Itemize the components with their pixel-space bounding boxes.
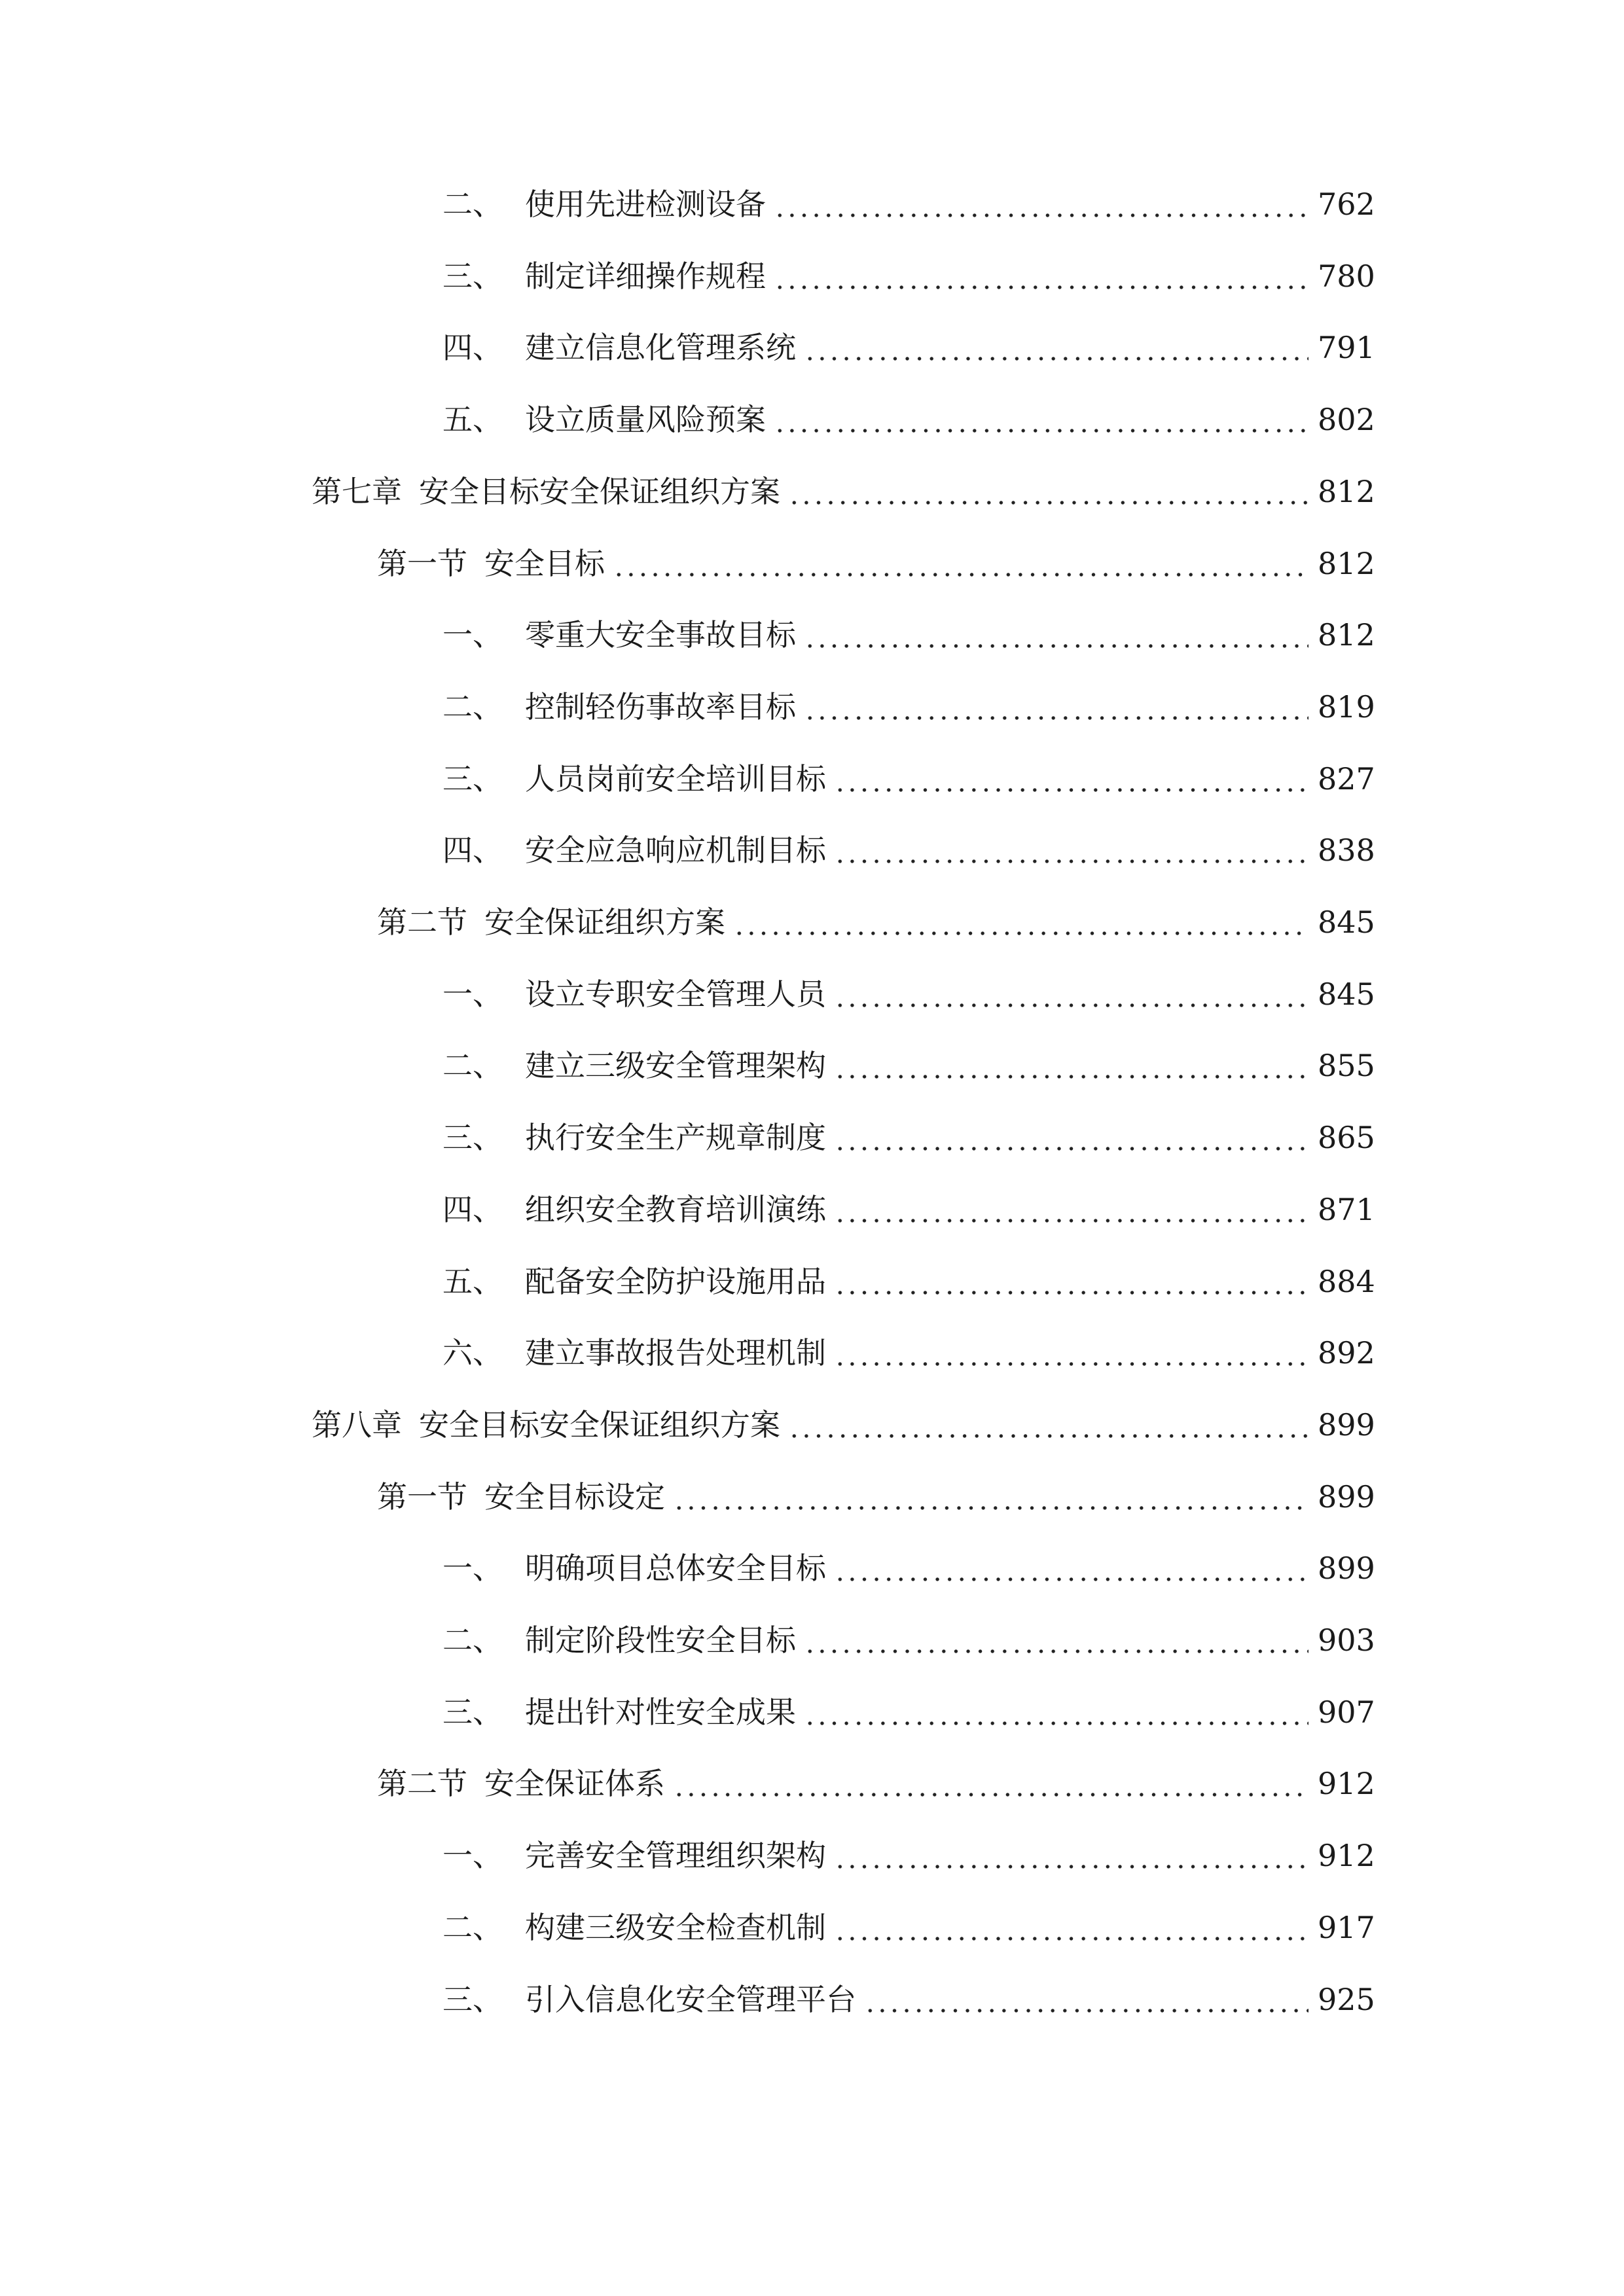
toc-entry-number: 二、 [442,1623,503,1658]
toc-entry-page-number: 845 [1318,905,1375,940]
toc-entry-number: 三、 [442,1120,503,1155]
toc-entry-number: 三、 [442,761,503,797]
toc-entry-title: 制定阶段性安全目标 [525,1623,796,1658]
dot-leader [774,397,1308,442]
toc-entry-item[interactable] [442,1833,1373,1878]
toc-entry-page-number: 899 [1318,1407,1375,1443]
dot-leader [804,325,1308,370]
toc-entry-page-number: 912 [1318,1838,1375,1873]
toc-entry-number: 二、 [442,1048,503,1083]
dot-leader [788,1402,1308,1448]
toc-entry-number: 第七章 [312,474,402,509]
dot-leader [834,1545,1308,1591]
toc-entry-number: 第八章 [312,1407,402,1443]
toc-entry-number: 二、 [442,1910,503,1945]
toc-entry-page-number: 899 [1318,1479,1375,1515]
toc-entry-title: 提出针对性安全成果 [525,1695,796,1730]
dot-leader [673,1474,1308,1520]
toc-entry-title: 安全目标 [484,546,605,581]
toc-entry-number: 一、 [442,617,503,653]
toc-entry-page-number: 791 [1318,330,1375,365]
dot-leader [804,684,1308,730]
toc-entry-number: 六、 [442,1335,503,1371]
toc-entry-page-number: 865 [1318,1120,1375,1155]
toc-entry-title: 安全应急响应机制目标 [525,833,826,868]
toc-entry-item[interactable] [442,1545,1373,1591]
toc-entry-title: 零重大安全事故目标 [525,617,796,653]
toc-entry-item[interactable] [442,397,1373,442]
toc-entry-item[interactable] [442,827,1373,873]
toc-entry-page-number: 845 [1318,977,1375,1012]
toc-entry-title: 安全保证组织方案 [484,905,725,940]
toc-entry-number: 一、 [442,1838,503,1873]
toc-entry-page-number: 812 [1318,617,1375,653]
toc-entry-item[interactable] [442,1043,1373,1088]
toc-entry-number: 第二节 [377,1766,467,1801]
dot-leader [834,1259,1308,1304]
toc-entry-section[interactable] [377,899,1373,945]
toc-entry-page-number: 884 [1318,1264,1375,1299]
toc-entry-title: 设立专职安全管理人员 [525,977,826,1012]
toc-entry-number: 一、 [442,1551,503,1586]
toc-entry-item[interactable] [442,253,1373,299]
toc-entry-section[interactable] [377,1761,1373,1806]
toc-entry-title: 安全目标安全保证组织方案 [419,474,780,509]
toc-entry-item[interactable] [442,1115,1373,1160]
toc-entry-item[interactable] [442,181,1373,227]
dot-leader [774,253,1308,299]
toc-entry-number: 四、 [442,1192,503,1227]
toc-entry-page-number: 812 [1318,474,1375,509]
toc-entry-page-number: 907 [1318,1695,1375,1730]
toc-entry-page-number: 762 [1318,187,1375,222]
toc-entry-title: 完善安全管理组织架构 [525,1838,826,1873]
dot-leader [804,612,1308,658]
toc-entry-title: 执行安全生产规章制度 [525,1120,826,1155]
toc-entry-chapter[interactable] [312,469,1373,514]
toc-entry-title: 安全目标安全保证组织方案 [419,1407,780,1443]
toc-entry-section[interactable] [377,1474,1373,1520]
toc-entry-item[interactable] [442,971,1373,1017]
toc-entry-title: 制定详细操作规程 [525,259,766,294]
toc-entry-item[interactable] [442,684,1373,730]
toc-entry-item[interactable] [442,756,1373,802]
toc-entry-page-number: 903 [1318,1623,1375,1658]
toc-entry-chapter[interactable] [312,1402,1373,1448]
toc-entry-title: 引入信息化安全管理平台 [525,1982,856,2017]
toc-entry-item[interactable] [442,1689,1373,1735]
dot-leader [673,1761,1308,1806]
dot-leader [834,827,1308,873]
toc-entry-number: 一、 [442,977,503,1012]
dot-leader [804,1689,1308,1735]
toc-entry-number: 第二节 [377,905,467,940]
toc-entry-page-number: 855 [1318,1048,1375,1083]
toc-entry-item[interactable] [442,1905,1373,1950]
toc-entry-number: 五、 [442,1264,503,1299]
dot-leader [834,1330,1308,1376]
toc-entry-number: 第一节 [377,1479,467,1515]
toc-entry-title: 建立信息化管理系统 [525,330,796,365]
toc-entry-title: 设立质量风险预案 [525,402,766,437]
dot-leader [774,181,1308,227]
toc-entry-page-number: 899 [1318,1551,1375,1586]
toc-entry-page-number: 812 [1318,546,1375,581]
toc-entry-number: 三、 [442,1695,503,1730]
toc-entry-title: 建立三级安全管理架构 [525,1048,826,1083]
toc-entry-page-number: 819 [1318,689,1375,725]
dot-leader [834,756,1308,802]
dot-leader [804,1617,1308,1663]
toc-entry-page-number: 827 [1318,761,1375,797]
toc-entry-number: 二、 [442,187,503,222]
toc-entry-title: 组织安全教育培训演练 [525,1192,826,1227]
toc-entry-title: 建立事故报告处理机制 [525,1335,826,1371]
toc-entry-item[interactable] [442,1977,1373,2022]
dot-leader [834,1043,1308,1088]
toc-entry-page-number: 871 [1318,1192,1375,1227]
toc-entry-number: 二、 [442,689,503,725]
dot-leader [733,899,1308,945]
toc-entry-title: 配备安全防护设施用品 [525,1264,826,1299]
toc-entry-title: 安全保证体系 [484,1766,665,1801]
toc-entry-title: 使用先进检测设备 [525,187,766,222]
toc-entry-title: 构建三级安全检查机制 [525,1910,826,1945]
toc-entry-title: 人员岗前安全培训目标 [525,761,826,797]
toc-entry-page-number: 780 [1318,259,1375,294]
toc-entry-page-number: 925 [1318,1982,1375,2017]
toc-entry-number: 四、 [442,833,503,868]
toc-entry-number: 三、 [442,259,503,294]
toc-entry-item[interactable] [442,1330,1373,1376]
toc-entry-item[interactable] [442,325,1373,370]
toc-entry-number: 三、 [442,1982,503,2017]
toc-entry-page-number: 912 [1318,1766,1375,1801]
toc-entry-page-number: 917 [1318,1910,1375,1945]
toc-entry-item[interactable] [442,1617,1373,1663]
dot-leader [834,1905,1308,1950]
toc-entry-number: 四、 [442,330,503,365]
toc-entry-section[interactable] [377,541,1373,586]
dot-leader [788,469,1308,514]
toc-entry-number: 五、 [442,402,503,437]
toc-entry-title: 明确项目总体安全目标 [525,1551,826,1586]
toc-entry-page-number: 838 [1318,833,1375,868]
toc-entry-title: 安全目标设定 [484,1479,665,1515]
toc-entry-item[interactable] [442,1259,1373,1304]
toc-entry-page-number: 892 [1318,1335,1375,1371]
dot-leader [834,1187,1308,1232]
toc-entry-item[interactable] [442,1187,1373,1232]
dot-leader [834,1833,1308,1878]
dot-leader [834,1115,1308,1160]
dot-leader [613,541,1308,586]
toc-entry-number: 第一节 [377,546,467,581]
toc-entry-title: 控制轻伤事故率目标 [525,689,796,725]
toc-entry-item[interactable] [442,612,1373,658]
toc-entry-page-number: 802 [1318,402,1375,437]
dot-leader [834,971,1308,1017]
dot-leader [864,1977,1308,2022]
